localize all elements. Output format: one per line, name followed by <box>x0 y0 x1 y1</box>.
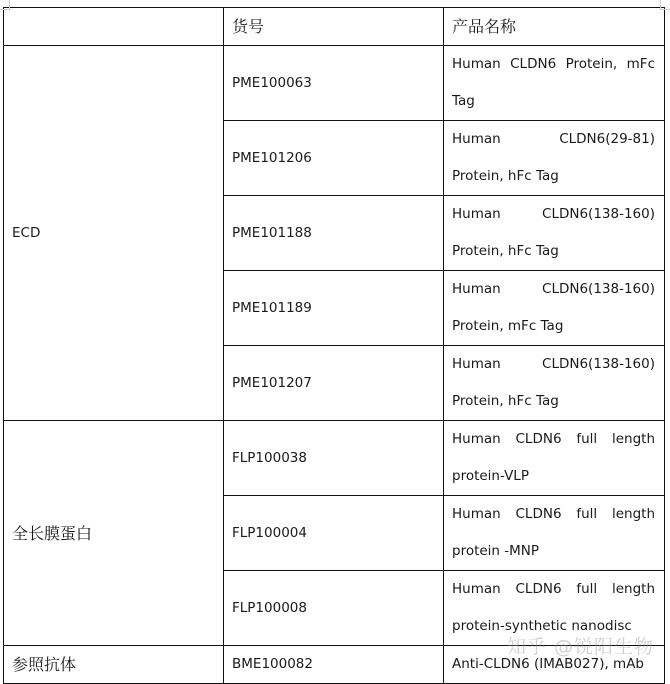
product-name-cell: Human CLDN6(138-160) Protein, hFc Tag <box>444 196 665 271</box>
sku-cell: PME100063 <box>224 46 444 121</box>
table-row <box>4 421 665 496</box>
sku-cell: PME101207 <box>224 346 444 421</box>
page-corner-mark <box>660 0 670 10</box>
product-name-cell: Anti-CLDN6 (IMAB027), mAb <box>444 646 665 684</box>
product-name-cell: Human CLDN6 full length protein -MNP <box>444 496 665 571</box>
category-cell: ECD <box>4 46 224 421</box>
sku-cell: PME101206 <box>224 121 444 196</box>
header-sku: 货号 <box>224 8 444 46</box>
product-name-cell: Human CLDN6(138-160) Protein, mFc Tag <box>444 271 665 346</box>
table-row <box>4 646 665 684</box>
product-name-cell: Human CLDN6 full length protein-synthetic nanodisc <box>444 571 665 646</box>
header-row <box>4 8 665 46</box>
watermark: 知乎 @锐阳生物 <box>506 636 654 658</box>
sku-cell: BME100082 <box>224 646 444 684</box>
sku-cell: FLP100008 <box>224 571 444 646</box>
header-product-name: 产品名称 <box>444 8 665 46</box>
product-name-cell: Human CLDN6 full length protein-VLP <box>444 421 665 496</box>
category-cell: 参照抗体 <box>4 646 224 684</box>
sku-cell: PME101188 <box>224 196 444 271</box>
sku-cell: PME101189 <box>224 271 444 346</box>
page-corner-mark <box>0 0 10 10</box>
table-row <box>4 46 665 121</box>
product-name-cell: Human CLDN6(29-81) Protein, hFc Tag <box>444 121 665 196</box>
sku-cell: FLP100038 <box>224 421 444 496</box>
product-name-cell: Human CLDN6(138-160) Protein, hFc Tag <box>444 346 665 421</box>
category-cell: 全长膜蛋白 <box>4 421 224 646</box>
product-table <box>3 7 665 684</box>
header-category <box>4 8 224 46</box>
sku-cell: FLP100004 <box>224 496 444 571</box>
product-name-cell: Human CLDN6 Protein, mFc Tag <box>444 46 665 121</box>
